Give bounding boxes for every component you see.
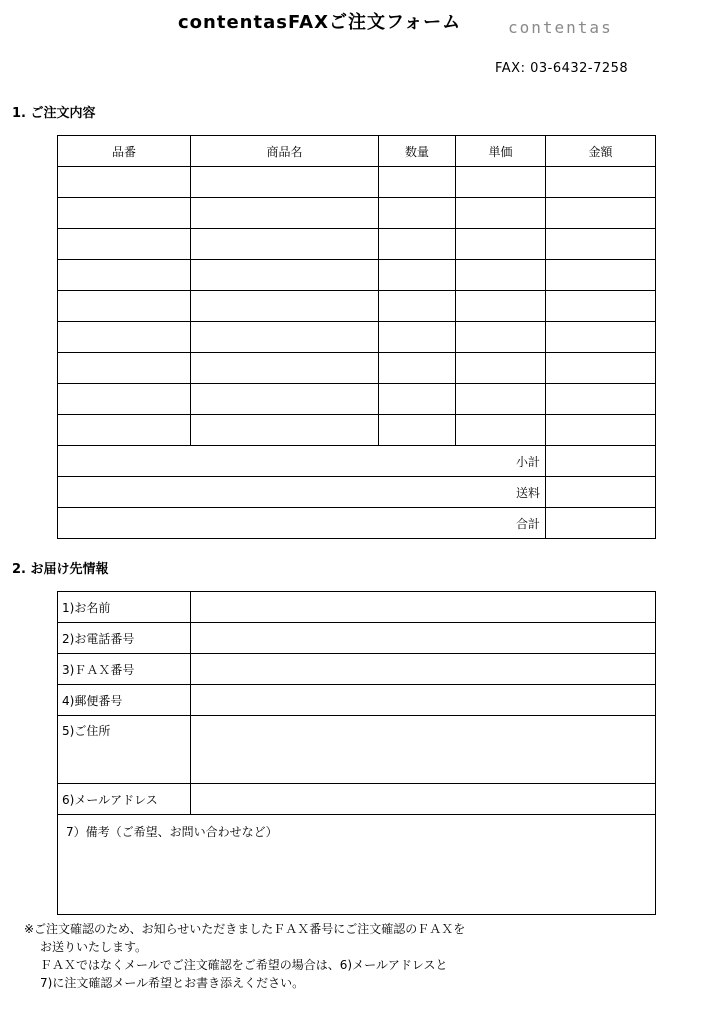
order-cell[interactable]	[191, 322, 379, 353]
order-cell[interactable]	[456, 415, 546, 446]
order-cell[interactable]	[58, 322, 191, 353]
order-row	[58, 353, 656, 384]
total-value-cell[interactable]	[546, 508, 656, 539]
order-cell[interactable]	[546, 260, 656, 291]
order-cell[interactable]	[456, 167, 546, 198]
order-cell[interactable]	[379, 260, 456, 291]
shipping-row	[58, 477, 656, 508]
note-line: お送りいたします。	[40, 940, 148, 954]
fax-number: FAX: 03-6432-7258	[495, 61, 629, 76]
order-cell[interactable]	[191, 167, 379, 198]
order-table-header	[58, 136, 656, 167]
order-cell[interactable]	[456, 384, 546, 415]
total-label: 合計	[58, 508, 546, 539]
name-label: 1)お名前	[58, 592, 191, 623]
order-cell[interactable]	[191, 229, 379, 260]
phone-label: 2)お電話番号	[58, 623, 191, 654]
address-field[interactable]	[191, 716, 656, 784]
shipping-label: 送料	[58, 477, 546, 508]
order-cell[interactable]	[191, 384, 379, 415]
phone-row	[58, 623, 656, 654]
column-header: 品番	[58, 136, 191, 167]
column-header: 金額	[546, 136, 656, 167]
order-cell[interactable]	[456, 322, 546, 353]
order-cell[interactable]	[456, 229, 546, 260]
order-cell[interactable]	[58, 260, 191, 291]
order-row	[58, 322, 656, 353]
postal-row	[58, 685, 656, 716]
note-line: ＦＡＸではなくメールでご注文確認をご希望の場合は、6)メールアドレスと	[40, 958, 448, 972]
subtotal-value-cell[interactable]	[546, 446, 656, 477]
order-cell[interactable]	[191, 291, 379, 322]
form-title: contentasFAXご注文フォーム	[178, 12, 462, 33]
column-header: 商品名	[191, 136, 379, 167]
remarks-row	[58, 815, 656, 915]
order-cell[interactable]	[546, 291, 656, 322]
column-header: 単価	[456, 136, 546, 167]
order-cell[interactable]	[456, 291, 546, 322]
order-cell[interactable]	[546, 384, 656, 415]
order-table	[57, 135, 656, 539]
order-section-heading: 1. ご注文内容	[12, 106, 96, 121]
order-cell[interactable]	[379, 415, 456, 446]
phone-field[interactable]	[191, 623, 656, 654]
address-label: 5)ご住所	[58, 716, 191, 784]
note-line: ※ご注文確認のため、お知らせいただきましたＦＡＸ番号にご注文確認のＦＡＸを	[24, 922, 466, 936]
delivery-table	[57, 591, 656, 915]
remarks-field[interactable]	[58, 815, 656, 915]
order-cell[interactable]	[456, 260, 546, 291]
order-cell[interactable]	[191, 415, 379, 446]
order-row	[58, 167, 656, 198]
order-cell[interactable]	[58, 384, 191, 415]
remarks-label: 7）備考（ご希望、お問い合わせなど）	[66, 825, 278, 839]
order-row	[58, 384, 656, 415]
order-cell[interactable]	[379, 353, 456, 384]
order-cell[interactable]	[379, 167, 456, 198]
column-header: 数量	[379, 136, 456, 167]
order-cell[interactable]	[58, 167, 191, 198]
contentas-logo: contentas	[508, 18, 613, 37]
fax-row	[58, 654, 656, 685]
postal-field[interactable]	[191, 685, 656, 716]
order-cell[interactable]	[456, 198, 546, 229]
subtotal-row	[58, 446, 656, 477]
order-cell[interactable]	[379, 322, 456, 353]
order-cell[interactable]	[58, 291, 191, 322]
order-cell[interactable]	[546, 229, 656, 260]
order-cell[interactable]	[191, 198, 379, 229]
order-row	[58, 291, 656, 322]
email-row	[58, 784, 656, 815]
fax-field[interactable]	[191, 654, 656, 685]
shipping-value-cell[interactable]	[546, 477, 656, 508]
order-row	[58, 198, 656, 229]
order-cell[interactable]	[191, 353, 379, 384]
order-cell[interactable]	[58, 353, 191, 384]
order-row	[58, 229, 656, 260]
subtotal-label: 小計	[58, 446, 546, 477]
order-cell[interactable]	[58, 198, 191, 229]
fax-label: 3)ＦＡＸ番号	[58, 654, 191, 685]
email-label: 6)メールアドレス	[58, 784, 191, 815]
order-row	[58, 415, 656, 446]
order-row	[58, 260, 656, 291]
order-cell[interactable]	[546, 415, 656, 446]
order-cell[interactable]	[546, 353, 656, 384]
order-cell[interactable]	[546, 198, 656, 229]
address-row	[58, 716, 656, 784]
total-row	[58, 508, 656, 539]
order-cell[interactable]	[58, 229, 191, 260]
name-row	[58, 592, 656, 623]
confirmation-note	[24, 920, 465, 992]
name-field[interactable]	[191, 592, 656, 623]
postal-label: 4)郵便番号	[58, 685, 191, 716]
delivery-section-heading: 2. お届け先情報	[12, 562, 109, 577]
order-cell[interactable]	[379, 229, 456, 260]
email-field[interactable]	[191, 784, 656, 815]
order-cell[interactable]	[546, 167, 656, 198]
order-cell[interactable]	[379, 384, 456, 415]
order-cell[interactable]	[546, 322, 656, 353]
order-cell[interactable]	[191, 260, 379, 291]
order-cell[interactable]	[379, 291, 456, 322]
note-line: 7)に注文確認メール希望とお書き添えください。	[40, 976, 305, 990]
order-cell[interactable]	[379, 198, 456, 229]
order-cell[interactable]	[58, 415, 191, 446]
order-cell[interactable]	[456, 353, 546, 384]
